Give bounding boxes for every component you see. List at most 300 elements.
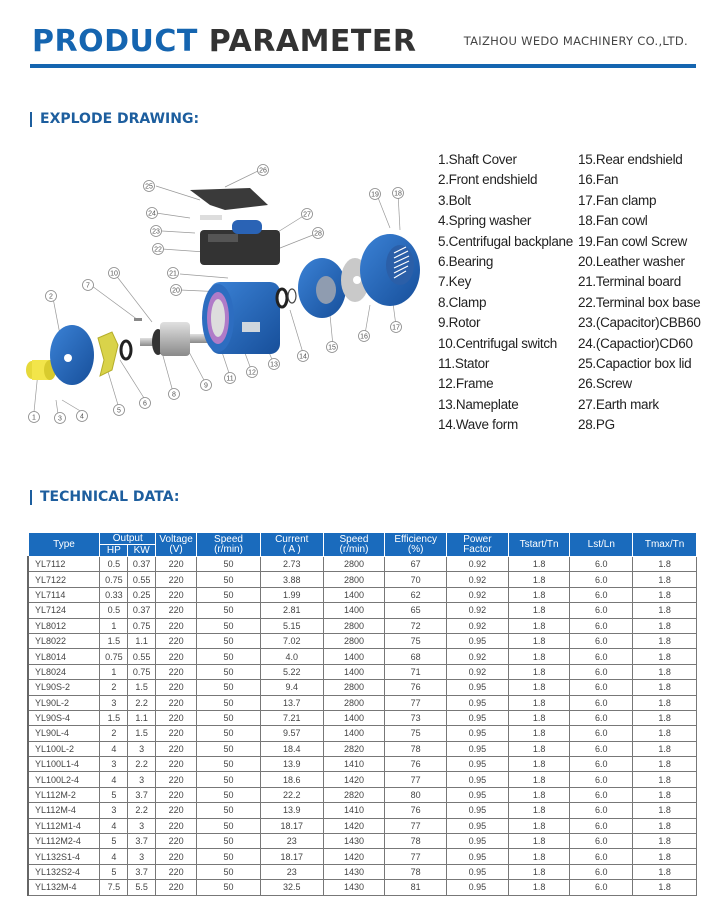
table-row [28,741,697,756]
table-cell: 1.8 [633,880,697,895]
part-item: 12.Frame [438,376,494,392]
cell-type: YL7122 [28,572,100,587]
table-cell: 220 [156,633,197,648]
part-item: 3.Bolt [438,192,471,208]
table-cell: 1.5 [100,633,128,648]
table-cell: 0.92 [447,557,509,572]
svg-text:16: 16 [360,333,368,341]
table-cell: 220 [156,787,197,802]
svg-text:8: 8 [172,391,176,399]
table-cell: 6.0 [570,633,633,648]
table-cell: 1.8 [508,803,570,818]
table-cell: 1.8 [633,834,697,849]
table-cell: 220 [156,864,197,879]
table-cell: 1.8 [508,618,570,633]
table-row [28,680,697,695]
table-cell: 50 [197,603,261,618]
table-cell: 18.6 [260,772,323,787]
table-cell: 2800 [323,557,385,572]
table-cell: 13.9 [260,803,323,818]
table-cell: 6.0 [570,664,633,679]
table-cell: 0.55 [128,649,156,664]
table-cell: 5 [100,864,128,879]
table-cell: 220 [156,849,197,864]
table-cell: 18.4 [260,741,323,756]
table-cell: 1.8 [508,633,570,648]
table-cell: 78 [385,834,447,849]
header-divider [30,64,696,68]
table-cell: 1400 [323,587,385,602]
table-cell: 1.1 [128,633,156,648]
table-cell: 67 [385,557,447,572]
table-cell: 1.8 [633,787,697,802]
table-cell: 1.8 [633,710,697,725]
table-cell: 0.95 [447,710,509,725]
table-cell: 6.0 [570,834,633,849]
table-cell: 76 [385,757,447,772]
table-cell: 3.7 [128,834,156,849]
table-row [28,772,697,787]
part-item: 28.PG [578,417,615,433]
part-item: 2.Front endshield [438,172,538,188]
table-cell: 220 [156,695,197,710]
svg-text:5: 5 [117,407,121,415]
col-header-tstart: Tstart/Tn [508,533,570,557]
table-cell: 0.95 [447,849,509,864]
table-cell: 2800 [323,618,385,633]
cell-type: YL112M2-4 [28,834,100,849]
table-cell: 220 [156,618,197,633]
table-cell: 6.0 [570,557,633,572]
table-row [28,864,697,879]
table-cell: 5.15 [260,618,323,633]
table-cell: 1.8 [633,772,697,787]
table-cell: 1.8 [508,680,570,695]
table-cell: 6.0 [570,649,633,664]
table-cell: 76 [385,803,447,818]
table-cell: 220 [156,834,197,849]
table-cell: 220 [156,880,197,895]
table-cell: 2800 [323,633,385,648]
table-cell: 1.8 [508,849,570,864]
table-cell: 220 [156,680,197,695]
table-cell: 220 [156,664,197,679]
col-header-lst: Lst/Ln [570,533,633,557]
parts-list-right [578,150,701,435]
part-item: 26.Screw [578,376,632,392]
cell-type: YL132S1-4 [28,849,100,864]
table-cell: 50 [197,618,261,633]
table-cell: 76 [385,680,447,695]
table-cell: 50 [197,664,261,679]
table-cell: 0.95 [447,633,509,648]
part-item: 21.Terminal board [578,274,681,290]
table-cell: 50 [197,880,261,895]
table-cell: 1.5 [100,710,128,725]
table-cell: 1.8 [508,695,570,710]
table-row [28,633,697,648]
svg-text:20: 20 [172,287,180,295]
table-cell: 2.2 [128,695,156,710]
table-cell: 50 [197,803,261,818]
table-cell: 220 [156,710,197,725]
table-cell: 220 [156,772,197,787]
table-cell: 1.8 [633,695,697,710]
table-cell: 1.8 [508,880,570,895]
table-cell: 6.0 [570,695,633,710]
table-cell: 220 [156,818,197,833]
table-cell: 13.9 [260,757,323,772]
svg-text:22: 22 [154,246,162,254]
table-cell: 65 [385,603,447,618]
section-title-technical-data: TECHNICAL DATA: [30,490,179,505]
table-cell: 7.02 [260,633,323,648]
table-cell: 0.5 [100,603,128,618]
table-cell: 220 [156,587,197,602]
table-cell: 50 [197,680,261,695]
table-cell: 3.7 [128,787,156,802]
table-cell: 4 [100,849,128,864]
part-item: 18.Fan cowl [578,213,648,229]
table-cell: 6.0 [570,880,633,895]
table-cell: 1.8 [633,864,697,879]
table-cell: 1430 [323,834,385,849]
table-cell: 0.95 [447,803,509,818]
table-cell: 1420 [323,772,385,787]
table-cell: 1.8 [633,741,697,756]
table-cell: 1.8 [633,803,697,818]
table-cell: 1.1 [128,710,156,725]
cell-type: YL8012 [28,618,100,633]
table-cell: 6.0 [570,680,633,695]
svg-text:21: 21 [169,270,177,278]
part-item: 20.Leather washer [578,253,685,269]
part-item: 9.Rotor [438,315,481,331]
table-cell: 50 [197,572,261,587]
table-row [28,587,697,602]
table-cell: 70 [385,572,447,587]
table-cell: 1.8 [508,557,570,572]
table-cell: 1.8 [508,710,570,725]
part-item: 17.Fan clamp [578,192,657,208]
table-cell: 7.5 [100,880,128,895]
table-cell: 50 [197,726,261,741]
table-cell: 0.75 [100,572,128,587]
table-cell: 7.21 [260,710,323,725]
table-row [28,818,697,833]
table-cell: 1.8 [633,849,697,864]
svg-text:19: 19 [371,191,379,199]
table-cell: 2.73 [260,557,323,572]
table-cell: 220 [156,649,197,664]
part-item: 6.Bearing [438,253,494,269]
table-cell: 1.8 [508,818,570,833]
table-cell: 220 [156,557,197,572]
part-item: 16.Fan [578,172,619,188]
cell-type: YL112M-2 [28,787,100,802]
table-cell: 1 [100,618,128,633]
table-cell: 5.5 [128,880,156,895]
table-cell: 50 [197,649,261,664]
table-cell: 6.0 [570,741,633,756]
table-cell: 4 [100,772,128,787]
table-cell: 1420 [323,849,385,864]
table-row [28,557,697,572]
cell-type: YL8014 [28,649,100,664]
cell-type: YL7124 [28,603,100,618]
col-header-kw: KW [128,545,156,557]
explode-drawing [20,150,420,440]
table-cell: 50 [197,710,261,725]
table-cell: 1.5 [128,726,156,741]
table-cell: 78 [385,741,447,756]
table-cell: 6.0 [570,864,633,879]
table-cell: 0.5 [100,557,128,572]
table-cell: 1400 [323,710,385,725]
table-cell: 22.2 [260,787,323,802]
table-cell: 3 [128,772,156,787]
table-cell: 1.8 [508,649,570,664]
table-row [28,710,697,725]
svg-text:26: 26 [259,167,267,175]
svg-text:4: 4 [80,413,84,421]
table-cell: 0.95 [447,772,509,787]
table-row [28,726,697,741]
company-name: TAIZHOU WEDO MACHINERY CO.,LTD. [463,34,688,48]
table-cell: 50 [197,834,261,849]
table-cell: 2800 [323,680,385,695]
svg-text:17: 17 [392,324,400,332]
table-cell: 1.8 [633,726,697,741]
cell-type: YL112M-4 [28,803,100,818]
table-row [28,603,697,618]
col-header-output: Output [100,533,156,545]
table-cell: 3 [128,849,156,864]
svg-text:3: 3 [58,415,62,423]
cell-type: YL8022 [28,633,100,648]
table-cell: 0.95 [447,680,509,695]
table-cell: 77 [385,849,447,864]
table-cell: 50 [197,757,261,772]
table-cell: 0.55 [128,572,156,587]
table-row [28,649,697,664]
table-cell: 1.8 [508,834,570,849]
table-cell: 1.8 [633,664,697,679]
table-cell: 2.2 [128,803,156,818]
table-cell: 1.8 [508,587,570,602]
table-cell: 220 [156,803,197,818]
table-cell: 62 [385,587,447,602]
table-cell: 72 [385,618,447,633]
table-cell: 0.95 [447,726,509,741]
table-cell: 5.22 [260,664,323,679]
table-cell: 1400 [323,726,385,741]
table-cell: 3 [100,757,128,772]
svg-text:25: 25 [145,183,153,191]
title-product: PRODUCT [32,24,198,59]
table-cell: 1.8 [508,864,570,879]
table-cell: 0.25 [128,587,156,602]
table-cell: 6.0 [570,618,633,633]
table-cell: 0.95 [447,880,509,895]
table-cell: 50 [197,864,261,879]
table-cell: 1.8 [508,772,570,787]
table-cell: 6.0 [570,726,633,741]
table-cell: 68 [385,649,447,664]
part-item: 4.Spring washer [438,213,532,229]
table-cell: 1.8 [633,587,697,602]
table-cell: 50 [197,557,261,572]
table-cell: 6.0 [570,818,633,833]
table-cell: 4.0 [260,649,323,664]
table-row [28,849,697,864]
part-item: 19.Fan cowl Screw [578,233,687,249]
table-cell: 2820 [323,741,385,756]
table-cell: 1430 [323,864,385,879]
table-row [28,803,697,818]
svg-text:6: 6 [143,400,147,408]
table-cell: 23 [260,834,323,849]
table-cell: 75 [385,726,447,741]
part-item: 25.Capactior box lid [578,355,692,371]
table-cell: 6.0 [570,772,633,787]
table-cell: 1.8 [633,649,697,664]
table-cell: 1400 [323,664,385,679]
table-cell: 2800 [323,695,385,710]
table-cell: 77 [385,772,447,787]
table-cell: 6.0 [570,849,633,864]
svg-text:12: 12 [248,369,256,377]
table-cell: 71 [385,664,447,679]
table-cell: 220 [156,572,197,587]
table-cell: 18.17 [260,849,323,864]
svg-text:28: 28 [314,230,322,238]
table-cell: 1.8 [508,572,570,587]
table-cell: 6.0 [570,572,633,587]
part-item: 13.Nameplate [438,396,519,412]
table-cell: 0.33 [100,587,128,602]
table-cell: 1.5 [128,680,156,695]
svg-text:10: 10 [110,270,118,278]
cell-type: YL112M1-4 [28,818,100,833]
table-cell: 2820 [323,787,385,802]
table-cell: 0.95 [447,741,509,756]
table-cell: 6.0 [570,757,633,772]
table-cell: 220 [156,741,197,756]
cell-type: YL90L-2 [28,695,100,710]
table-row [28,695,697,710]
table-row [28,787,697,802]
table-cell: 1.8 [633,757,697,772]
table-cell: 18.17 [260,818,323,833]
table-cell: 1430 [323,880,385,895]
cell-type: YL132M-4 [28,880,100,895]
svg-text:18: 18 [394,190,402,198]
table-cell: 5 [100,834,128,849]
table-cell: 0.92 [447,587,509,602]
col-header-tmax: Tmax/Tn [633,533,697,557]
table-cell: 0.95 [447,757,509,772]
table-cell: 1.8 [508,787,570,802]
part-item: 22.Terminal box base [578,294,701,310]
col-header-efficiency: Efficiency (%) [385,533,447,557]
cell-type: YL90S-4 [28,710,100,725]
table-cell: 50 [197,849,261,864]
section-title-explode-drawing: EXPLODE DRAWING: [30,112,199,127]
col-header-speed-rpm: Speed (r/min) [323,533,385,557]
table-cell: 3.88 [260,572,323,587]
part-item: 8.Clamp [438,294,487,310]
table-cell: 2.2 [128,757,156,772]
table-cell: 1.8 [508,603,570,618]
table-row [28,618,697,633]
table-cell: 0.37 [128,603,156,618]
table-cell: 80 [385,787,447,802]
col-header-speed-hz: Speed (r/min) [197,533,261,557]
table-cell: 73 [385,710,447,725]
svg-text:27: 27 [303,211,311,219]
part-item: 1.Shaft Cover [438,152,517,167]
table-cell: 2800 [323,572,385,587]
table-cell: 1 [100,664,128,679]
table-cell: 1.8 [633,603,697,618]
table-cell: 1.8 [633,633,697,648]
svg-text:9: 9 [204,382,208,390]
table-cell: 9.4 [260,680,323,695]
cell-type: YL132S2-4 [28,864,100,879]
table-cell: 0.92 [447,664,509,679]
table-cell: 0.75 [128,664,156,679]
svg-text:1: 1 [32,414,36,422]
part-item: 23.(Capacitor)CBB60 [578,315,701,331]
table-cell: 50 [197,587,261,602]
svg-text:23: 23 [152,228,160,236]
cell-type: YL90L-4 [28,726,100,741]
table-cell: 4 [100,818,128,833]
table-cell: 6.0 [570,787,633,802]
table-cell: 77 [385,818,447,833]
table-cell: 0.92 [447,572,509,587]
table-cell: 0.95 [447,818,509,833]
table-cell: 23 [260,864,323,879]
table-cell: 50 [197,772,261,787]
title-parameter: PARAMETER [208,24,417,59]
part-item: 14.Wave form [438,417,518,433]
table-row [28,834,697,849]
col-header-voltage: Voltage (V) [156,533,197,557]
page-header [30,20,696,70]
table-cell: 1.8 [508,741,570,756]
table-cell: 0.75 [128,618,156,633]
table-row [28,880,697,895]
table-cell: 1.8 [508,664,570,679]
table-cell: 6.0 [570,587,633,602]
table-cell: 220 [156,726,197,741]
svg-text:14: 14 [299,353,307,361]
table-cell: 6.0 [570,710,633,725]
table-cell: 0.92 [447,618,509,633]
table-cell: 50 [197,818,261,833]
col-header-current: Current ( A ) [260,533,323,557]
cell-type: YL100L1-4 [28,757,100,772]
cell-type: YL7112 [28,557,100,572]
part-item: 5.Centrifugal backplane [438,233,573,249]
table-cell: 77 [385,695,447,710]
table-cell: 2 [100,680,128,695]
table-cell: 13.7 [260,695,323,710]
col-header-type: Type [28,533,100,557]
table-cell: 0.95 [447,834,509,849]
